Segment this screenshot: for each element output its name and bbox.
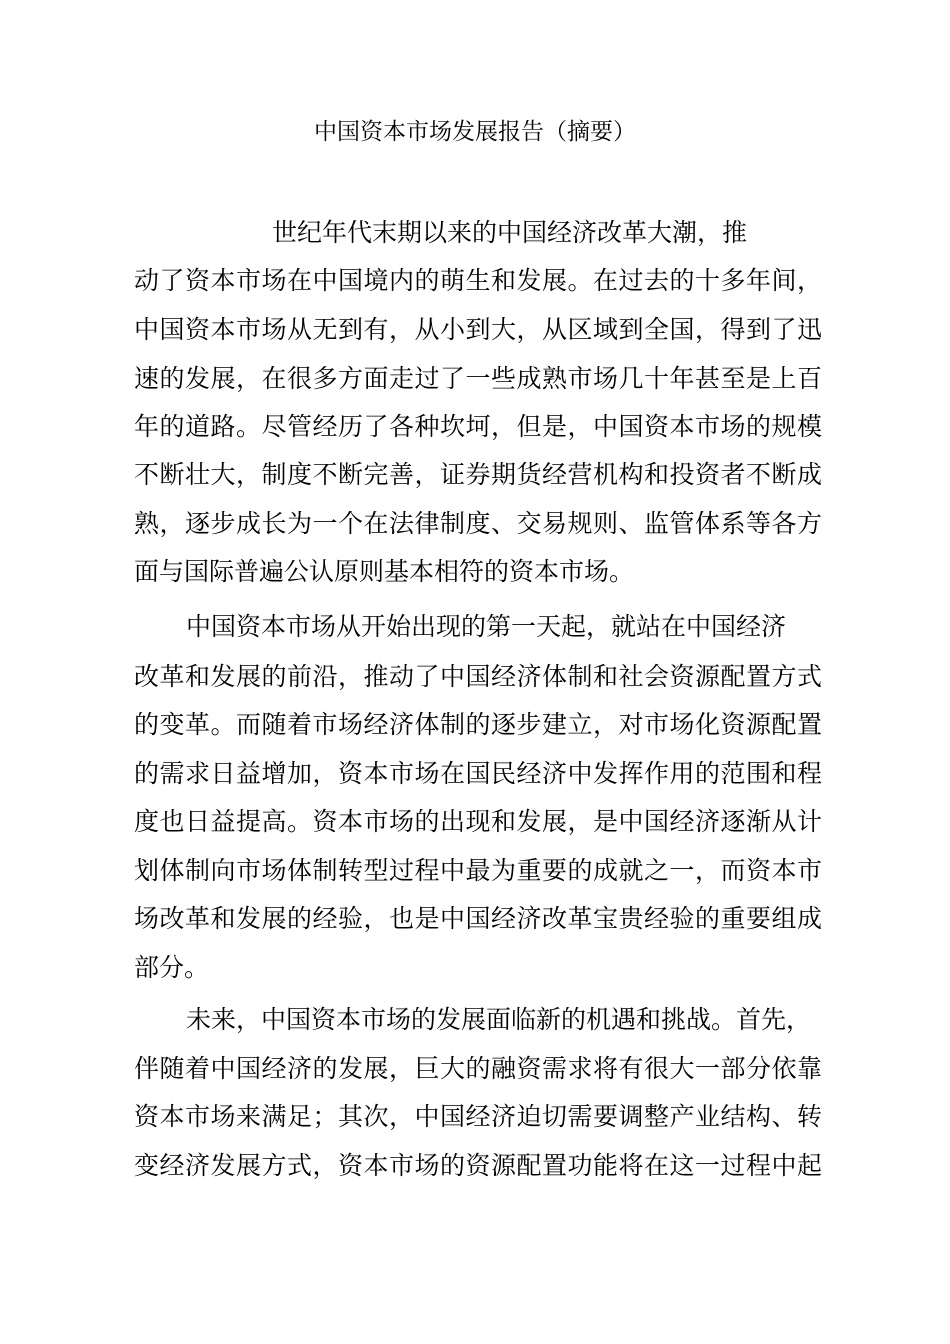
paragraph-1-line-3: 中国资本市场从无到有，从小到大，从区域到全国，得到了迅 — [134, 315, 822, 344]
paragraph-2-line-5: 度也日益提高。资本市场的出现和发展，是中国经济逐渐从计 — [134, 807, 822, 836]
paragraph-1-line-1: 世纪年代末期以来的中国经济改革大潮，推 — [272, 218, 748, 247]
paragraph-1-line-4: 速的发展，在很多方面走过了一些成熟市场几十年甚至是上百 — [134, 364, 822, 393]
paragraph-3-line-4: 变经济发展方式，资本市场的资源配置功能将在这一过程中起 — [134, 1151, 822, 1180]
paragraph-2-line-2: 改革和发展的前沿，推动了中国经济体制和社会资源配置方式 — [134, 662, 822, 691]
paragraph-2-line-8: 部分。 — [134, 953, 210, 982]
paragraph-2-line-4: 的需求日益增加，资本市场在国民经济中发挥作用的范围和程 — [134, 759, 822, 788]
paragraph-1-line-2: 动了资本市场在中国境内的萌生和发展。在过去的十多年间， — [134, 266, 822, 295]
paragraph-3-line-1: 未来，中国资本市场的发展面临新的机遇和挑战。首先， — [186, 1005, 812, 1034]
paragraph-1-line-5: 年的道路。尽管经历了各种坎坷，但是，中国资本市场的规模 — [134, 412, 822, 441]
paragraph-3-line-2: 伴随着中国经济的发展，巨大的融资需求将有很大一部分依靠 — [134, 1054, 822, 1083]
paragraph-1-line-6: 不断壮大，制度不断完善，证券期货经营机构和投资者不断成 — [134, 460, 822, 489]
paragraph-2-line-3: 的变革。而随着市场经济体制的逐步建立，对市场化资源配置 — [134, 710, 822, 739]
paragraph-1-line-7: 熟，逐步成长为一个在法律制度、交易规则、监管体系等各方 — [134, 509, 822, 538]
paragraph-2-line-6: 划体制向市场体制转型过程中最为重要的成就之一，而资本市 — [134, 856, 822, 885]
document-title: 中国资本市场发展报告（摘要） — [314, 119, 636, 145]
paragraph-2-line-1: 中国资本市场从开始出现的第一天起，就站在中国经济 — [186, 612, 787, 641]
paragraph-2-line-7: 场改革和发展的经验，也是中国经济改革宝贵经验的重要组成 — [134, 904, 822, 933]
paragraph-3-line-3: 资本市场来满足；其次，中国经济迫切需要调整产业结构、转 — [134, 1102, 822, 1131]
paragraph-1-line-8: 面与国际普遍公认原则基本相符的资本市场。 — [134, 557, 635, 586]
